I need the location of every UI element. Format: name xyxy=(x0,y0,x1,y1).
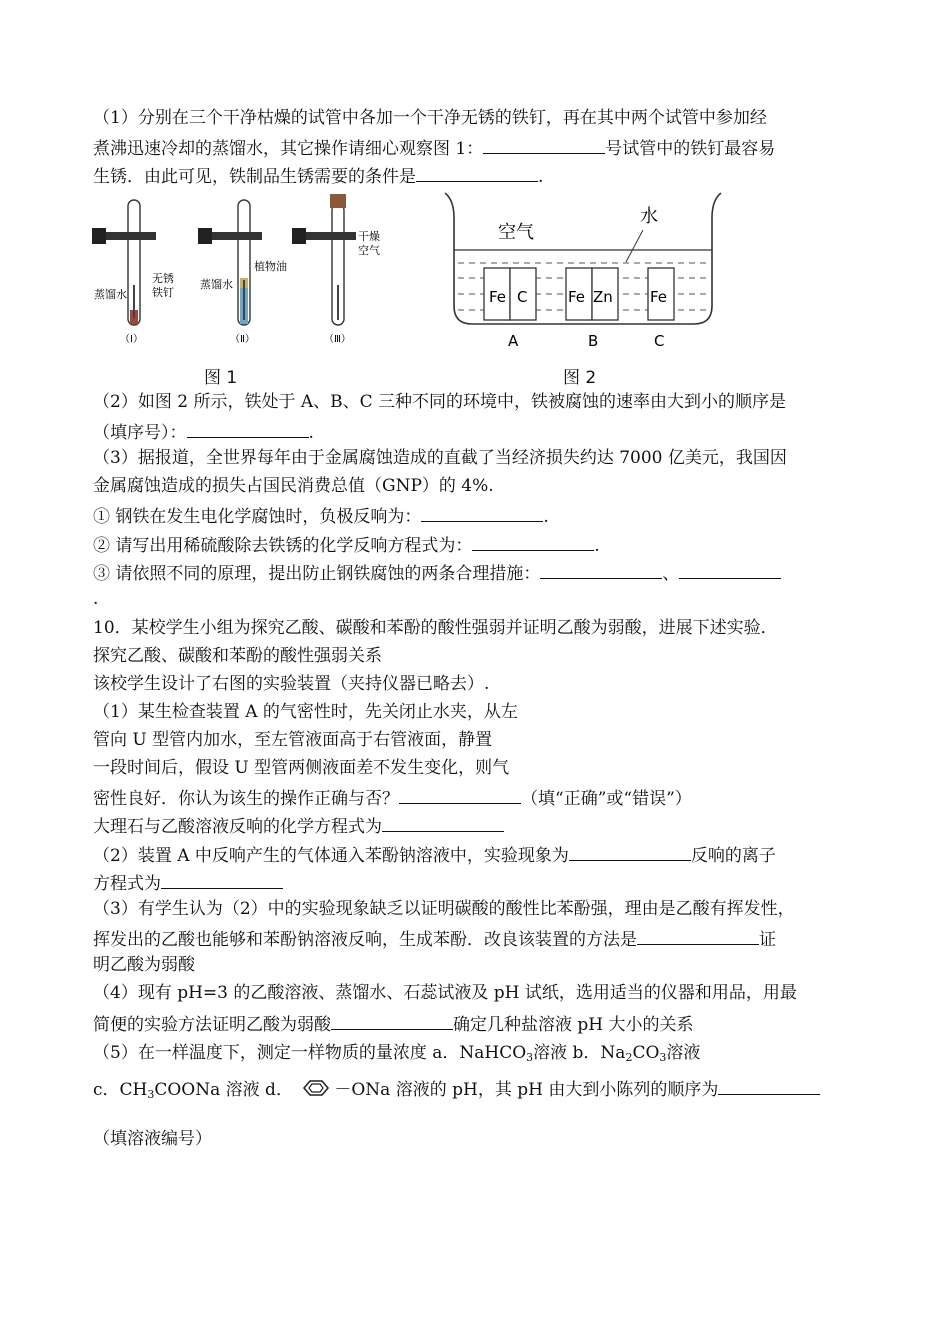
subscript: 3 xyxy=(526,1051,534,1064)
metal-label: Zn xyxy=(593,288,613,306)
subscript: 3 xyxy=(659,1051,667,1064)
q10-line1: 10．某校学生小组为探究乙酸、碳酸和苯酚的酸性强弱并证明乙酸为弱酸，进展下述实验． xyxy=(93,618,778,638)
label-oil: 植物油 xyxy=(254,260,287,273)
benzene-ring-icon xyxy=(298,1079,334,1097)
q10-line16 xyxy=(93,1042,700,1064)
answer-blank[interactable] xyxy=(540,560,662,579)
answer-blank[interactable] xyxy=(472,532,594,551)
metal-label: Fe xyxy=(650,288,668,306)
answer-blank[interactable] xyxy=(483,135,605,154)
q10-line10 xyxy=(93,870,283,895)
electrode-c xyxy=(648,268,674,320)
answer-blank[interactable] xyxy=(679,560,781,579)
answer-blank[interactable] xyxy=(382,813,504,832)
q10-line15 xyxy=(93,1011,694,1036)
q9-part3-line1: （3）据报道，全世界每年由于金属腐蚀造成的直截了当经济损失约达 7000 亿美元，我国因 xyxy=(93,448,787,468)
text: 挥发出的乙酸也能够和苯酚钠溶液反响，生成苯酚．改良该装置的方法是 xyxy=(93,930,637,950)
text: （填序号）： xyxy=(93,423,187,443)
text: 煮沸迅速冷却的蒸馏水，其它操作请细心观察图 1： xyxy=(93,139,484,159)
q9-part3-item3 xyxy=(93,560,781,585)
text: （5）在一样温度下，测定一样物质的量浓度 a．NaHCO xyxy=(93,1043,527,1063)
label-water: 蒸馏水 xyxy=(200,278,233,291)
text: c．CH xyxy=(93,1080,148,1100)
q9-part3-line2: 金属腐蚀造成的损失占国民消费总值（GNP）的 4%. xyxy=(93,476,494,496)
answer-blank[interactable] xyxy=(416,163,538,182)
group-label: C xyxy=(654,332,665,350)
electrode-pair-b xyxy=(566,268,618,320)
q10-line8 xyxy=(93,813,504,838)
q10-line3: 该校学生设计了右图的实验装置（夹持仪器已略去）. xyxy=(93,674,490,694)
q10-line7 xyxy=(93,785,692,810)
tube-label: （Ⅱ） xyxy=(230,334,255,345)
answer-blank[interactable] xyxy=(718,1076,820,1095)
text: 密性良好．你认为该生的操作正确与否？ xyxy=(93,789,399,809)
text: . xyxy=(594,536,600,556)
group-label: B xyxy=(588,332,599,350)
text: （2）装置 A 中反响产生的气体通入苯酚钠溶液中，实验现象为 xyxy=(93,846,569,866)
text: 证 xyxy=(759,930,776,950)
figure-1-test-tubes xyxy=(90,190,420,355)
q10-line14: （4）现有 pH=3 的乙酸溶液、蒸馏水、石蕊试液及 pH 试纸，选用适当的仪器和用品，用最 xyxy=(93,983,797,1003)
text: 生锈．由此可见，铁制品生锈需要的条件是 xyxy=(93,167,416,187)
q10-line5: 管向 U 型管内加水，至左管液面高于右管液面，静置 xyxy=(93,730,493,750)
text: ③ 请依照不同的原理，提出防止钢铁腐蚀的两条合理措施： xyxy=(93,564,541,584)
label-air: 空气 xyxy=(358,244,380,257)
label-water: 蒸馏水 xyxy=(94,288,127,301)
q9-part1-line1: （1）分别在三个干净枯燥的试管中各加一个干净无锈的铁钉，再在其中两个试管中参加经 xyxy=(93,108,767,128)
q9-part2-line2 xyxy=(93,419,314,444)
stopper-icon xyxy=(330,194,346,208)
q10-line13: 明乙酸为弱酸 xyxy=(93,955,195,975)
label-nail-2: 铁钉 xyxy=(152,286,174,299)
subscript: 2 xyxy=(625,1051,633,1064)
figure-2-beaker xyxy=(440,188,725,353)
q10-line12 xyxy=(93,926,776,951)
text: 号试管中的铁钉最容易 xyxy=(605,139,776,159)
tube-3 xyxy=(292,194,380,345)
answer-blank[interactable] xyxy=(421,503,543,522)
q10-line4: （1）某生检查装置 A 的气密性时，先关闭止水夹，从左 xyxy=(93,702,518,722)
text: . xyxy=(543,507,549,527)
text: 方程式为 xyxy=(93,874,161,894)
answer-blank[interactable] xyxy=(331,1011,453,1030)
text: 简便的实验方法证明乙酸为弱酸 xyxy=(93,1015,331,1035)
metal-label: C xyxy=(517,288,528,306)
text: －ONa 溶液的 pH，其 pH 由大到小陈列的顺序为 xyxy=(334,1080,719,1100)
label-nail: 无锈 xyxy=(152,272,174,285)
answer-blank[interactable] xyxy=(399,785,521,804)
text: COONa 溶液 d． xyxy=(154,1080,293,1100)
text: . xyxy=(308,423,314,443)
q9-part1-line3 xyxy=(93,163,543,188)
tube-label: （Ⅲ） xyxy=(324,334,351,345)
text: 确定几种盐溶液 pH 大小的关系 xyxy=(453,1015,694,1035)
figure-1-caption: 图 1 xyxy=(204,368,238,388)
group-label: A xyxy=(508,332,519,350)
metal-label: Fe xyxy=(568,288,586,306)
q9-part1-line2 xyxy=(93,135,775,160)
subscript: 3 xyxy=(147,1088,155,1101)
label-dry: 干燥 xyxy=(358,230,380,243)
text: 反响的离子 xyxy=(690,846,776,866)
text: 溶液 xyxy=(666,1043,701,1063)
answer-blank[interactable] xyxy=(569,842,691,861)
q10-line17 xyxy=(93,1076,820,1101)
text: 溶液 b．Na xyxy=(533,1043,626,1063)
text: ① 钢铁在发生电化学腐蚀时，负极反响为： xyxy=(93,507,422,527)
q10-line18: （填溶液编号） xyxy=(93,1129,212,1149)
text: 、 xyxy=(662,564,680,584)
answer-blank[interactable] xyxy=(637,926,759,945)
q9-part3-item1 xyxy=(93,503,549,528)
q9-part3-end: . xyxy=(93,589,99,609)
text: CO xyxy=(632,1043,660,1063)
electrode-pair-a xyxy=(484,268,536,320)
q10-line6: 一段时间后，假设 U 型管两侧液面差不发生变化，则气 xyxy=(93,758,510,778)
tube-1 xyxy=(92,200,174,345)
q10-line2: 探究乙酸、碳酸和苯酚的酸性强弱关系 xyxy=(93,646,382,666)
q10-line9 xyxy=(93,842,776,867)
q9-part3-item2 xyxy=(93,532,600,557)
q9-part2-line1: （2）如图 2 所示，铁处于 A、B、C 三种不同的环境中，铁被腐蚀的速率由大到小的顺序是 xyxy=(93,392,787,412)
metal-label: Fe xyxy=(489,288,507,306)
text: ② 请写出用稀硫酸除去铁锈的化学反响方程式为： xyxy=(93,536,473,556)
text: . xyxy=(538,167,544,187)
text: （填“正确”或“错误”） xyxy=(521,789,692,809)
answer-blank[interactable] xyxy=(187,419,309,438)
tube-label: （Ⅰ） xyxy=(120,334,143,345)
tube-2 xyxy=(198,200,287,345)
text: 大理石与乙酸溶液反响的化学方程式为 xyxy=(93,817,382,837)
figure-2-caption: 图 2 xyxy=(563,368,597,388)
label-air: 空气 xyxy=(498,222,534,243)
q10-line11: （3）有学生认为（2）中的实验现象缺乏以证明碳酸的酸性比苯酚强，理由是乙酸有挥发性， xyxy=(93,899,795,919)
label-water: 水 xyxy=(640,206,658,227)
answer-blank[interactable] xyxy=(161,870,283,889)
